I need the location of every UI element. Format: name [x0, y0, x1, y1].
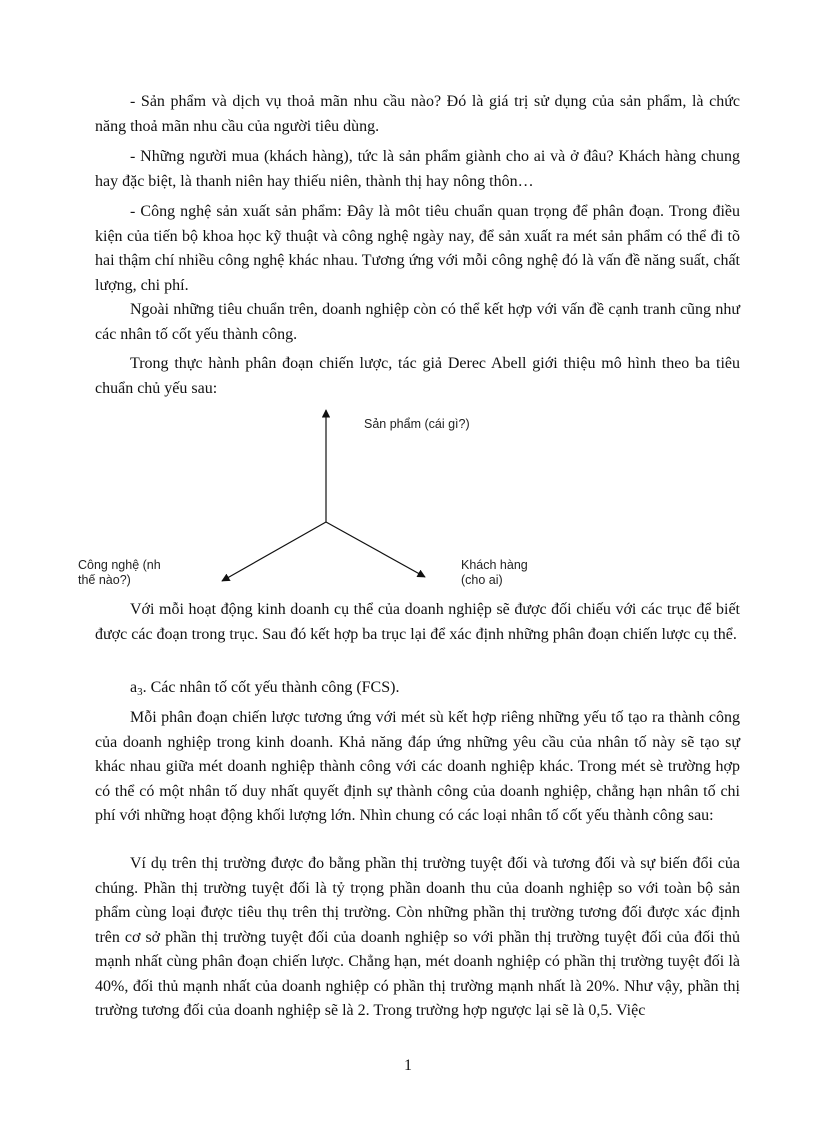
heading-fcs-subscript: 3 — [137, 686, 143, 698]
axis-label-technology-line2: thế nào?) — [78, 573, 131, 587]
heading-fcs-letter: a — [130, 679, 138, 696]
abell-three-axis-diagram — [0, 400, 816, 600]
axis-label-customer — [461, 558, 528, 588]
axis-label-product: Sản phẩm (cái gì?) — [364, 417, 470, 431]
heading-fcs — [95, 676, 740, 701]
heading-fcs-text: . Các nhân tố cốt yếu thành công (FCS). — [142, 679, 400, 696]
paragraph-market-share-example: Ví dụ trên thị trường được đo bằng phần thị trường tuyệt đối và tương đối và sự biến đổi của chúng. Phần thị trường tuyệt đối là tỷ trọng phần doanh thu của doanh nghiệp so với toàn bộ sản phẩm cùng loại được tiêu thụ trên thị trường. Còn những phần thị trường tương đối được xác định trên cơ sở phần thị trường tuyệt đối của doanh nghiệp so với phần thị trường tuyệt đối của đối thủ mạnh nhất cùng phân đoạn chiến lược. Chẳng hạn, mét doanh nghiệp có phần thị trường tuyệt đối là 40%, đối thủ mạnh nhất của doanh nghiệp có phần thị trường mạnh nhất là 20%. Như vậy, phần thị trường tương đối của doanh nghiệp sẽ là 2. Trong trường hợp ngược lại sẽ là 0,5. Việc — [95, 855, 740, 1019]
paragraph-customer-criterion: - Những người mua (khách hàng), tức là sản phẩm giành cho ai và ở đâu? Khách hàng chung hay đặc biệt, là thanh niên hay thiếu niên, thành thị hay nông thôn… — [95, 148, 740, 190]
technology-axis — [222, 522, 326, 581]
paragraph-axis-matching: Với mỗi hoạt động kinh doanh cụ thể của doanh nghiệp sẽ được đối chiếu với các trục để biết được các đoạn trong trục. Sau đó kết hợp ba trục lại để xác định những phân đoạn chiến lược cụ thể. — [95, 601, 740, 643]
paragraph-technology-criterion: - Công nghệ sản xuất sản phẩm: Đây là môt tiêu chuẩn quan trọng để phân đoạn. Trong điều kiện của tiến bộ khoa học kỹ thuật và công nghệ ngày nay, để sản xuất ra mét sản phẩm có thể đi tõ hai thậm chí nhiều công nghệ khác nhau. Tương ứng với mỗi công nghệ đó là vấn đề năng suất, chất lượng, chi phí. — [95, 203, 740, 294]
customer-axis — [326, 522, 425, 577]
axis-label-technology — [78, 558, 161, 588]
paragraph-abell-model: Trong thực hành phân đoạn chiến lược, tác giả Derec Abell giới thiệu mô hình theo ba tiêu chuẩn chủ yếu sau: — [95, 355, 740, 397]
paragraph-competition: Ngoài những tiêu chuẩn trên, doanh nghiệp còn có thể kết hợp với vấn đề cạnh tranh cũng như các nhân tố cốt yếu thành công. — [95, 301, 740, 343]
page-number: 1 — [404, 1057, 412, 1074]
axis-label-customer-line1: Khách hàng — [461, 558, 528, 572]
paragraph-product-criterion: - Sản phẩm và dịch vụ thoả mãn nhu cầu nào? Đó là giá trị sử dụng của sản phẩm, là chức năng thoả mãn nhu cầu của người tiêu dùng. — [95, 93, 740, 135]
axis-label-customer-line2: (cho ai) — [461, 573, 503, 587]
axis-label-technology-line1: Công nghệ (nh — [78, 558, 161, 572]
paragraph-fcs-description: Mỗi phân đoạn chiến lược tương ứng với mét sù kết hợp riêng những yếu tố tạo ra thành công của doanh nghiệp trong kinh doanh. Khả năng đáp ứng những yêu cầu của nhân tố này sẽ tạo sự khác nhau giữa mét doanh nghiệp thành công với các doanh nghiệp khác. Trong mét sè trường hợp có thể có một nhân tố duy nhất quyết định sự thành công của doanh nghiệp, chẳng hạn nhân tố chi phí với những hoạt động khối lượng lớn. Nhìn chung có các loại nhân tố cốt yếu thành công sau: — [95, 709, 740, 824]
